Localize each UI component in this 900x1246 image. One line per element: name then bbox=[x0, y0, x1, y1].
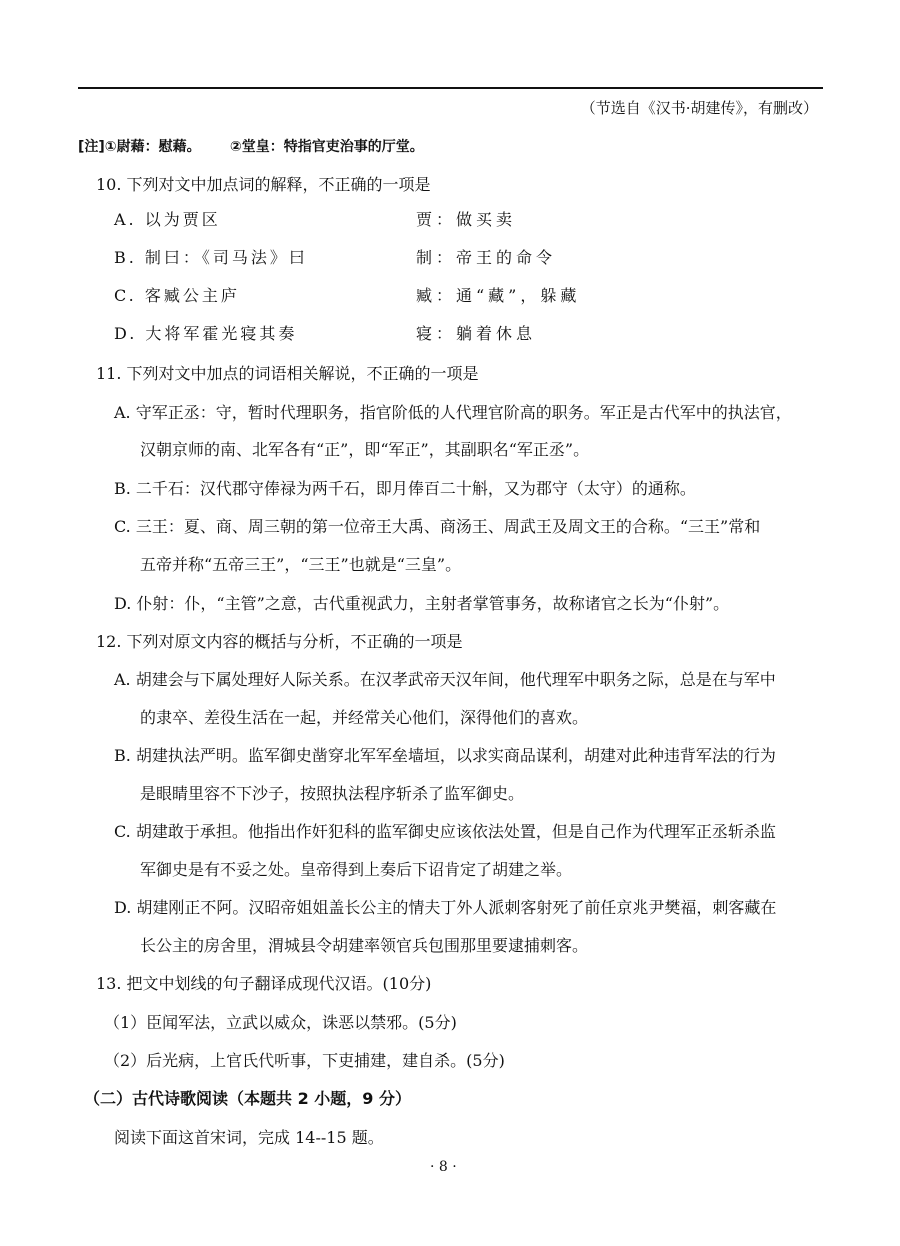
q12-stem: 12. 下列对原文内容的概括与分析，不正确的一项是 bbox=[96, 632, 463, 651]
q11-option-a-line1: A. 守军正丞：守，暂时代理职务，指官阶低的人代理官阶高的职务。军正是古代军中的执法官， bbox=[114, 403, 792, 422]
q12-option-a-line1: A. 胡建会与下属处理好人际关系。在汉孝武帝天汉年间，他代理军中职务之际，总是在与军中 bbox=[114, 670, 776, 689]
q12-option-d-line1: D. 胡建刚正不阿。汉昭帝姐姐盖长公主的情夫丁外人派刺客射死了前任京兆尹樊福，刺客藏在 bbox=[114, 898, 777, 917]
q10-option-a-gloss: 贾：做买卖 bbox=[416, 210, 517, 229]
q10-option-d-gloss: 寝：躺着休息 bbox=[416, 324, 537, 343]
q11-stem: 11. 下列对文中加点的词语相关解说，不正确的一项是 bbox=[96, 364, 479, 383]
q12-option-b-line2: 是眼睛里容不下沙子，按照执法程序斩杀了监军御史。 bbox=[140, 784, 525, 803]
q12-option-a-line2: 的隶卒、差役生活在一起，并经常关心他们，深得他们的喜欢。 bbox=[140, 708, 589, 727]
q11-option-d: D. 仆射：仆，“主管”之意，古代重视武力，主射者掌管事务，故称诸官之长为“仆射”。 bbox=[114, 594, 730, 613]
q12-option-c-line2: 军御史是有不妥之处。皇帝得到上奏后下诏肯定了胡建之举。 bbox=[140, 860, 573, 879]
section-intro: 阅读下面这首宋词，完成 14--15 题。 bbox=[114, 1128, 384, 1147]
q10-option-a-text: A. 以为贾区 bbox=[114, 210, 221, 229]
q10-option-b-gloss: 制：帝王的命令 bbox=[416, 248, 557, 267]
section-heading: （二）古代诗歌阅读（本题共 2 小题，9 分） bbox=[84, 1089, 411, 1108]
annotation-note: [注]①尉藉：慰藉。 ②堂皇：特指官吏治事的厅堂。 bbox=[78, 139, 424, 155]
q13-item-1: （1）臣闻军法，立武以威众，诛恶以禁邪。(5分) bbox=[104, 1013, 457, 1032]
q12-option-b-line1: B. 胡建执法严明。监军御史凿穿北军军垒墙垣，以求实商品谋利，胡建对此种违背军法的行为 bbox=[114, 746, 776, 765]
q11-option-a-line2: 汉朝京师的南、北军各有“正”，即“军正”，其副职名“军正丞”。 bbox=[140, 440, 590, 459]
q10-option-c-text: C. 客臧公主庐 bbox=[114, 286, 240, 305]
q13-item-2: （2）后光病，上官氏代听事，下吏捕建，建自杀。(5分) bbox=[104, 1051, 505, 1070]
q12-option-d-line2: 长公主的房舍里，渭城县令胡建率领官兵包围那里要逮捕刺客。 bbox=[140, 936, 589, 955]
q11-option-b: B. 二千石：汉代郡守俸禄为两千石，即月俸百二十斛，又为郡守（太守）的通称。 bbox=[114, 479, 696, 498]
q10-stem: 10. 下列对文中加点词的解释，不正确的一项是 bbox=[96, 175, 431, 194]
page-number: · 8 · bbox=[430, 1159, 457, 1175]
q11-option-c-line1: C. 三王：夏、商、周三朝的第一位帝王大禹、商汤王、周武王及周文王的合称。“三王”常和 bbox=[114, 517, 761, 536]
q12-option-c-line1: C. 胡建敢于承担。他指出作奸犯科的监军御史应该依法处置，但是自己作为代理军正丞斩杀监 bbox=[114, 822, 776, 841]
q10-option-c-gloss: 臧：通“藏”，躲藏 bbox=[416, 286, 581, 305]
q10-option-d-text: D. 大将军霍光寝其奏 bbox=[114, 324, 298, 343]
q11-option-c-line2: 五帝并称“五帝三王”，“三王”也就是“三皇”。 bbox=[140, 555, 462, 574]
q13-stem: 13. 把文中划线的句子翻译成现代汉语。(10分) bbox=[96, 974, 432, 993]
source-citation: （节选自《汉书·胡建传》，有删改） bbox=[580, 99, 818, 117]
q10-option-b-text: B. 制曰：《司马法》曰 bbox=[114, 248, 308, 267]
top-rule bbox=[78, 87, 823, 89]
